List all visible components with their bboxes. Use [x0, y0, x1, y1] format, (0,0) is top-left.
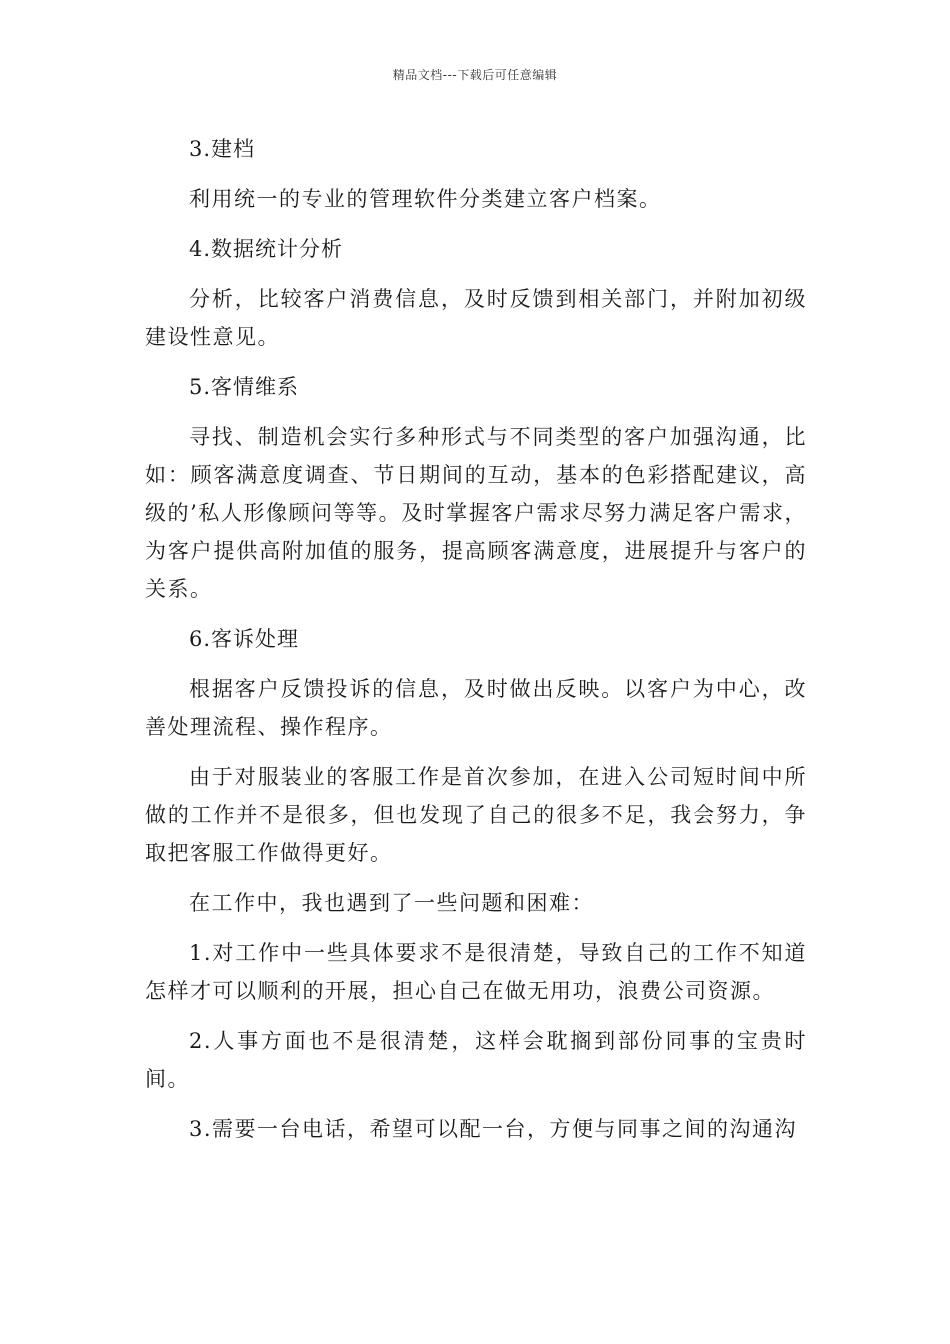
- paragraph-problem-3: 3.需要一台电话，希望可以配一台，方便与同事之间的沟通沟: [189, 1117, 798, 1141]
- section-heading-statistics: 4.数据统计分析: [189, 237, 344, 261]
- paragraph-problem-1: 1.对工作中一些具体要求不是很清楚，导致自己的工作不知道怎样才可以顺利的开展，担心自己在做无用功，浪费公司资源。: [145, 941, 807, 1003]
- section-heading-archive: 3.建档: [189, 137, 256, 161]
- paragraph-problems-intro: 在工作中，我也遇到了一些问题和困难：: [189, 891, 594, 915]
- paragraph-statistics: 分析，比较客户消费信息，及时反馈到相关部门，并附加初级建设性意见。: [145, 287, 807, 349]
- document-body: [145, 130, 807, 1160]
- paragraph-summary: 由于对服装业的客服工作是首次参加，在进入公司短时间中所做的工作并不是很多，但也发现了自己的很多不足，我会努力，争取把客服工作做得更好。: [145, 765, 807, 865]
- section-heading-complaints: 6.客诉处理: [189, 627, 300, 651]
- page-header: 精品文档---下载后可任意编辑: [392, 68, 558, 82]
- paragraph-archive: 利用统一的专业的管理软件分类建立客户档案。: [189, 187, 662, 211]
- section-heading-relations: 5.客情维系: [189, 375, 300, 399]
- paragraph-relations: 寻找、制造机会实行多种形式与不同类型的客户加强沟通，比如：顾客满意度调查、节日期间的互动，基本的色彩搭配建议，高级的’私人形像顾问等等。及时掌握客户需求尽努力满足客户需求，为客户提供高附加值的服务，提高顾客满意度，进展提升与客户的关系。: [145, 425, 807, 601]
- paragraph-complaints: 根据客户反馈投诉的信息，及时做出反映。以客户为中心，改善处理流程、操作程序。: [145, 677, 807, 739]
- paragraph-problem-2: 2.人事方面也不是很清楚，这样会耽搁到部份同事的宝贵时间。: [145, 1029, 807, 1091]
